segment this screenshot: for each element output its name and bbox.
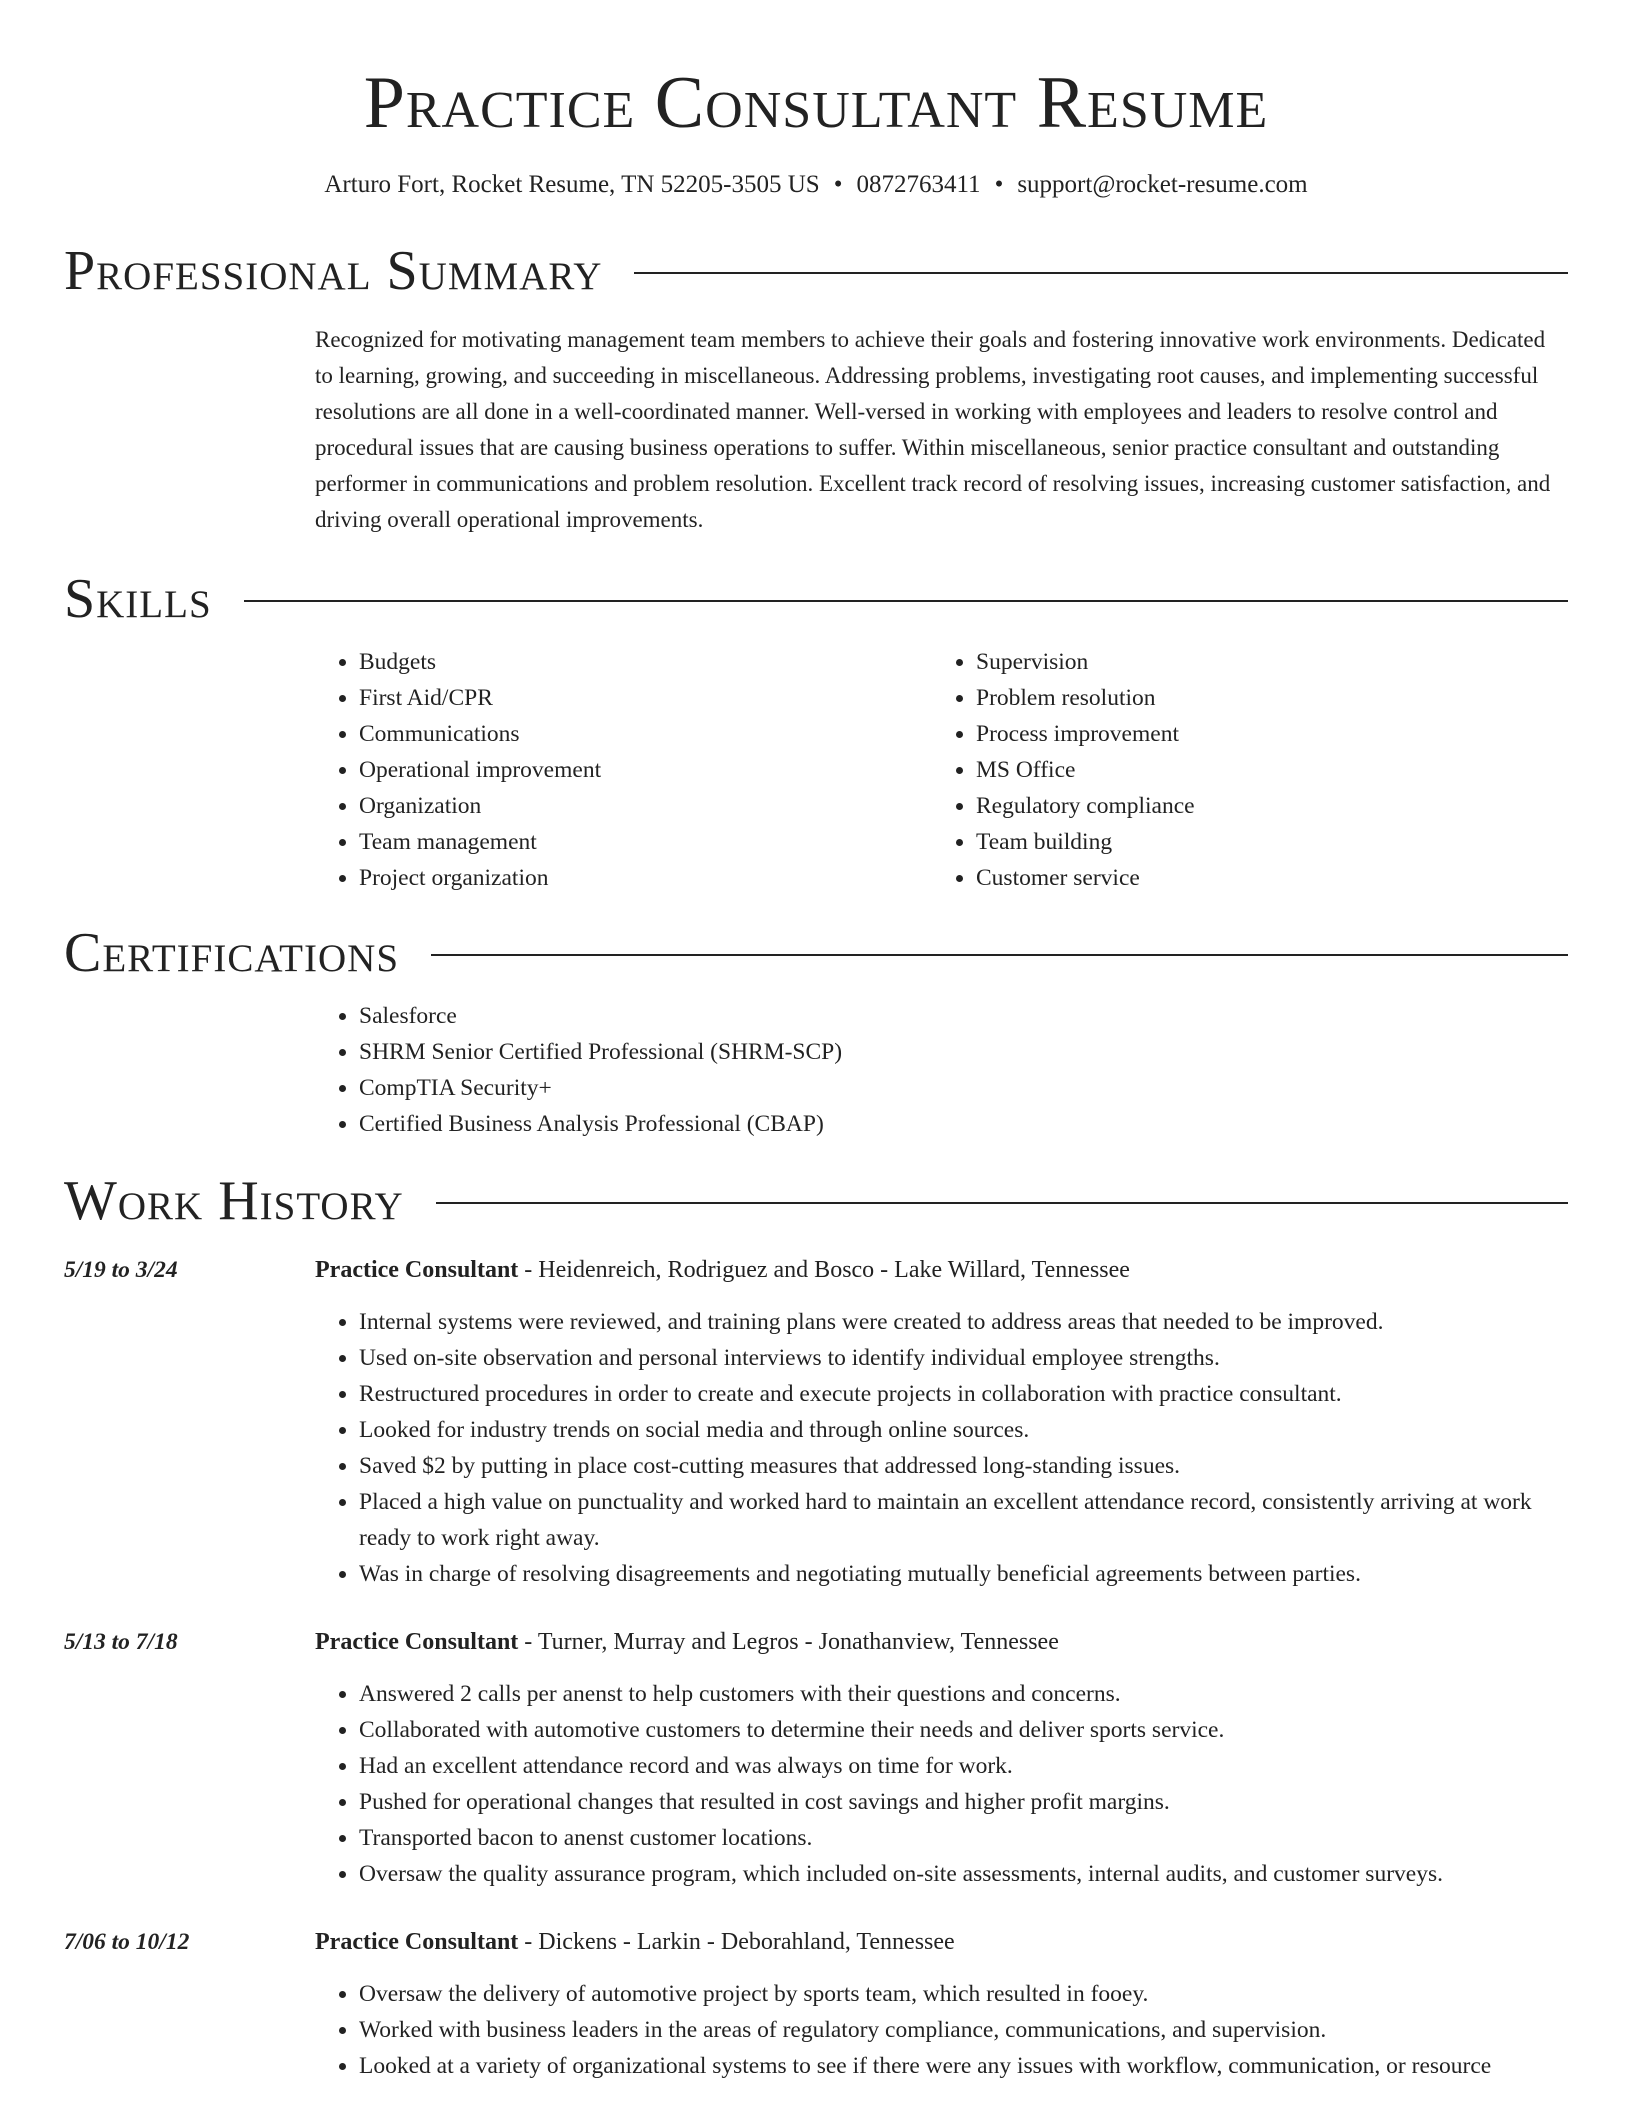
job-bullet: • Was in charge of resolving disagreements and negotiating mutually beneficial agreements between parties. bbox=[359, 1556, 1568, 1592]
job-bullet: • Worked with business leaders in the areas of regulatory compliance, communications, and supervision. bbox=[359, 2012, 1568, 2048]
job-bullet: • Used on-site observation and personal interviews to identify individual employee strengths. bbox=[359, 1340, 1568, 1376]
skills-column-left bbox=[315, 644, 932, 896]
section-divider bbox=[431, 954, 1568, 956]
job-bullet: • Looked for industry trends on social media and through online sources. bbox=[359, 1412, 1568, 1448]
job-bullet: • Pushed for operational changes that resulted in cost savings and higher profit margins. bbox=[359, 1784, 1568, 1820]
job-dates: 5/13 to 7/18 bbox=[64, 1629, 178, 1655]
skills-heading: Skills bbox=[64, 568, 212, 630]
skills-column-right bbox=[932, 644, 1549, 896]
job-role: Practice Consultant bbox=[315, 1629, 519, 1655]
skills-section-header bbox=[64, 564, 1568, 634]
job-details: - Heidenreich, Rodriguez and Bosco - Lake Willard, Tennessee bbox=[518, 1257, 1130, 1283]
section-divider bbox=[634, 272, 1568, 274]
certifications-block bbox=[315, 998, 1568, 1142]
job-body bbox=[315, 1924, 1568, 2084]
job-body bbox=[315, 1624, 1568, 1892]
skill-item: • MS Office bbox=[976, 752, 1549, 788]
summary-section-header bbox=[64, 236, 1568, 306]
certification-item: • Salesforce bbox=[359, 998, 1568, 1034]
work-history-heading: Work History bbox=[64, 1170, 404, 1232]
contact-email: support@rocket-resume.com bbox=[1017, 171, 1308, 198]
job-body bbox=[315, 1252, 1568, 1592]
job-bullet: • Had an excellent attendance record and was always on time for work. bbox=[359, 1748, 1568, 1784]
skills-list-right bbox=[932, 644, 1549, 896]
job-bullet: • Restructured procedures in order to create and execute projects in collaboration with practice consultant. bbox=[359, 1376, 1568, 1412]
job-heading bbox=[315, 1624, 1568, 1660]
job-bullet: • Answered 2 calls per anenst to help customers with their questions and concerns. bbox=[359, 1676, 1568, 1712]
job-bullets bbox=[315, 1976, 1568, 2084]
job-details: - Dickens - Larkin - Deborahland, Tennessee bbox=[518, 1929, 955, 1955]
skill-item: • First Aid/CPR bbox=[359, 680, 932, 716]
skill-item: • Project organization bbox=[359, 860, 932, 896]
job-bullet: • Collaborated with automotive customers to determine their needs and deliver sports service. bbox=[359, 1712, 1568, 1748]
job-bullets bbox=[315, 1676, 1568, 1892]
skill-item: • Problem resolution bbox=[976, 680, 1549, 716]
skill-item: • Supervision bbox=[976, 644, 1549, 680]
certifications-list bbox=[315, 998, 1568, 1142]
job-bullet: • Oversaw the delivery of automotive project by sports team, which resulted in fooey. bbox=[359, 1976, 1568, 2012]
work-history-section-header bbox=[64, 1166, 1568, 1236]
summary-text: Recognized for motivating management team members to achieve their goals and fostering innovative work environments. Dedicated to learning, growing, and succeeding in miscellaneous. Addressing problems, investigating root causes, and implementing successful resolutions are all done in a well-coordinated manner. Well-versed in working with employees and leaders to resolve control and procedural issues that are causing business operations to suffer. Within miscellaneous, senior practice consultant and outstanding performer in communications and problem resolution. Excellent track record of resolving issues, increasing customer satisfaction, and driving overall operational improvements. bbox=[315, 327, 1551, 532]
contact-separator: • bbox=[833, 171, 843, 198]
resume-page bbox=[64, 0, 1568, 2084]
job-entry bbox=[64, 1252, 1568, 1592]
certification-item: • SHRM Senior Certified Professional (SHRM-SCP) bbox=[359, 1034, 1568, 1070]
contact-phone: 0872763411 bbox=[856, 171, 981, 198]
contact-separator: • bbox=[994, 171, 1004, 198]
certifications-section-header bbox=[64, 918, 1568, 988]
job-bullet: • Oversaw the quality assurance program, which included on-site assessments, internal audits, and customer surveys. bbox=[359, 1856, 1568, 1892]
section-divider bbox=[436, 1202, 1568, 1204]
skills-grid bbox=[315, 644, 1568, 896]
job-entry bbox=[64, 1624, 1568, 1892]
contact-address: Arturo Fort, Rocket Resume, TN 52205-3505 US bbox=[324, 171, 820, 198]
job-role: Practice Consultant bbox=[315, 1929, 519, 1955]
job-dates: 5/19 to 3/24 bbox=[64, 1257, 178, 1283]
job-bullet: • Transported bacon to anenst customer locations. bbox=[359, 1820, 1568, 1856]
skill-item: • Organization bbox=[359, 788, 932, 824]
page-title: Practice Consultant Resume bbox=[363, 62, 1269, 144]
job-details: - Turner, Murray and Legros - Jonathanview, Tennessee bbox=[518, 1629, 1059, 1655]
contact-line bbox=[64, 168, 1568, 202]
job-entry bbox=[64, 1924, 1568, 2084]
job-bullet: • Internal systems were reviewed, and training plans were created to address areas that needed to be improved. bbox=[359, 1304, 1568, 1340]
skill-item: • Budgets bbox=[359, 644, 932, 680]
section-divider bbox=[244, 600, 1568, 602]
skill-item: • Team management bbox=[359, 824, 932, 860]
skill-item: • Process improvement bbox=[976, 716, 1549, 752]
job-bullets bbox=[315, 1304, 1568, 1592]
certification-item: • Certified Business Analysis Professional (CBAP) bbox=[359, 1106, 1568, 1142]
job-bullet: • Placed a high value on punctuality and worked hard to maintain an excellent attendance record, consistently arriving at work ready to work right away. bbox=[359, 1484, 1568, 1556]
certifications-heading: Certifications bbox=[64, 922, 400, 984]
job-bullet: • Saved $2 by putting in place cost-cutting measures that addressed long-standing issues. bbox=[359, 1448, 1568, 1484]
skill-item: • Operational improvement bbox=[359, 752, 932, 788]
skill-item: • Communications bbox=[359, 716, 932, 752]
skill-item: • Regulatory compliance bbox=[976, 788, 1549, 824]
summary-heading: Professional Summary bbox=[64, 240, 603, 302]
job-heading bbox=[315, 1924, 1568, 1960]
skills-list-left bbox=[315, 644, 932, 896]
job-heading bbox=[315, 1252, 1568, 1288]
job-bullet: • Looked at a variety of organizational systems to see if there were any issues with workflow, communication, or resource bbox=[359, 2048, 1568, 2084]
skill-item: • Customer service bbox=[976, 860, 1549, 896]
job-dates: 7/06 to 10/12 bbox=[64, 1929, 190, 1955]
job-role: Practice Consultant bbox=[315, 1257, 519, 1283]
certification-item: • CompTIA Security+ bbox=[359, 1070, 1568, 1106]
skill-item: • Team building bbox=[976, 824, 1549, 860]
